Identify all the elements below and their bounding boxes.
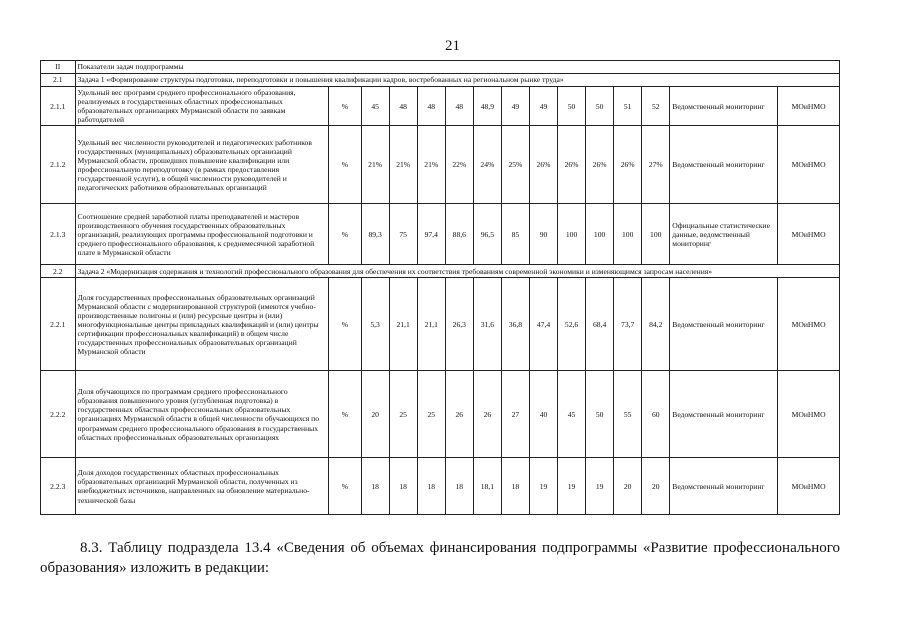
task-row xyxy=(41,265,840,278)
value-cell: 100 xyxy=(558,204,586,265)
value-cell: 19 xyxy=(529,458,557,515)
value-cell: 22% xyxy=(445,126,473,204)
responsible-cell: МОиНМО xyxy=(778,278,840,371)
value-cell: 97,4 xyxy=(417,204,445,265)
task-number: 2.1 xyxy=(41,74,76,87)
value-cell: 26 xyxy=(445,371,473,458)
value-cell: 52 xyxy=(642,87,670,126)
unit-cell: % xyxy=(329,371,361,458)
task-row xyxy=(41,74,840,87)
indicator-row xyxy=(41,458,840,515)
value-cell: 50 xyxy=(586,371,614,458)
value-cell: 100 xyxy=(614,204,642,265)
indicator-name: Доля доходов государственных областных профессиональных образовательных организаций Мурманской области, полученных из внебюджетных источников, направленных на обновление материально-технической базы xyxy=(75,458,329,515)
value-cell: 26,3 xyxy=(445,278,473,371)
value-cell: 18 xyxy=(389,458,417,515)
value-cell: 19 xyxy=(586,458,614,515)
indicator-number: 2.1.1 xyxy=(41,87,76,126)
value-cell: 89,3 xyxy=(361,204,389,265)
value-cell: 24% xyxy=(473,126,501,204)
responsible-cell: МОиНМО xyxy=(778,204,840,265)
value-cell: 27 xyxy=(501,371,529,458)
value-cell: 18 xyxy=(445,458,473,515)
value-cell: 21% xyxy=(361,126,389,204)
unit-cell: % xyxy=(329,204,361,265)
unit-cell: % xyxy=(329,87,361,126)
indicator-name: Доля государственных профессиональных образовательных организаций Мурманской области с модернизированной структурой (имеются учебно-производственные полигоны и (или) ресурсные центры и (или) многофункциональные центры прикладных квалификаций и (или) центры сертификации профессиональных квалификаций) в общем числе государственных профессиональных образовательных организаций Мурманской области xyxy=(75,278,329,371)
value-cell: 88,6 xyxy=(445,204,473,265)
task-title: Задача 1 «Формирование структуры подготовки, переподготовки и повышения квалификации кадров, востребованных на региональном рынке труда» xyxy=(75,74,839,87)
task-title: Задача 2 «Модернизация содержания и технологий профессионального образования для обеспечения их соответствия требованиям современной экономики и изменяющимся запросам населения» xyxy=(75,265,839,278)
source-cell: Ведомственный мониторинг xyxy=(670,371,778,458)
value-cell: 73,7 xyxy=(614,278,642,371)
indicator-row xyxy=(41,278,840,371)
page-number: 21 xyxy=(445,38,460,54)
indicators-table xyxy=(40,60,840,515)
source-cell: Ведомственный мониторинг xyxy=(670,458,778,515)
indicator-name: Удельный вес численности руководителей и педагогических работников государственных (муниципальных) образовательных организаций Мурманской области, прошедших повышение квалификации или профессиональную переподготовку (в рамках предоставления государственной услуги), в общей численности руководителей и педагогических работников образовательных организаций xyxy=(75,126,329,204)
value-cell: 31,6 xyxy=(473,278,501,371)
source-cell: Ведомственный мониторинг xyxy=(670,87,778,126)
value-cell: 68,4 xyxy=(586,278,614,371)
value-cell: 50 xyxy=(558,87,586,126)
value-cell: 21,1 xyxy=(389,278,417,371)
value-cell: 60 xyxy=(642,371,670,458)
value-cell: 20 xyxy=(614,458,642,515)
indicator-number: 2.1.2 xyxy=(41,126,76,204)
value-cell: 20 xyxy=(642,458,670,515)
value-cell: 47,4 xyxy=(529,278,557,371)
indicator-number: 2.2.3 xyxy=(41,458,76,515)
section-title: Показатели задач подпрограммы xyxy=(75,61,839,74)
unit-cell: % xyxy=(329,126,361,204)
source-cell: Ведомственный мониторинг xyxy=(670,126,778,204)
value-cell: 49 xyxy=(529,87,557,126)
source-cell: Ведомственный мониторинг xyxy=(670,278,778,371)
value-cell: 45 xyxy=(558,371,586,458)
value-cell: 26% xyxy=(586,126,614,204)
value-cell: 26 xyxy=(473,371,501,458)
unit-cell: % xyxy=(329,278,361,371)
value-cell: 45 xyxy=(361,87,389,126)
value-cell: 21,1 xyxy=(417,278,445,371)
value-cell: 40 xyxy=(529,371,557,458)
value-cell: 48 xyxy=(417,87,445,126)
value-cell: 21% xyxy=(417,126,445,204)
indicator-number: 2.2.1 xyxy=(41,278,76,371)
section-number: II xyxy=(41,61,76,74)
value-cell: 49 xyxy=(501,87,529,126)
value-cell: 48,9 xyxy=(473,87,501,126)
value-cell: 18 xyxy=(417,458,445,515)
value-cell: 18 xyxy=(361,458,389,515)
value-cell: 100 xyxy=(586,204,614,265)
value-cell: 26% xyxy=(558,126,586,204)
indicator-name: Соотношение средней заработной платы преподавателей и мастеров производственного обучения государственных образовательных организаций, реализующих программы профессиональной подготовки и среднего профессионального образования, к среднемесячной заработной плате в Мурманской области xyxy=(75,204,329,265)
value-cell: 52,6 xyxy=(558,278,586,371)
value-cell: 90 xyxy=(529,204,557,265)
value-cell: 18,1 xyxy=(473,458,501,515)
value-cell: 20 xyxy=(361,371,389,458)
unit-cell: % xyxy=(329,458,361,515)
indicator-row xyxy=(41,204,840,265)
indicator-row xyxy=(41,87,840,126)
value-cell: 36,8 xyxy=(501,278,529,371)
value-cell: 18 xyxy=(501,458,529,515)
value-cell: 100 xyxy=(642,204,670,265)
value-cell: 51 xyxy=(614,87,642,126)
amendment-paragraph: 8.3. Таблицу подраздела 13.4 «Сведения об объемах финансирования подпрограммы «Развитие профессионального образования» изложить в редакции: xyxy=(40,540,840,576)
indicator-name: Удельный вес программ среднего профессионального образования, реализуемых в государственных областных профессиональных образовательных организациях Мурманской области по заявкам работодателей xyxy=(75,87,329,126)
value-cell: 5,3 xyxy=(361,278,389,371)
value-cell: 26% xyxy=(529,126,557,204)
indicator-number: 2.2.2 xyxy=(41,371,76,458)
task-number: 2.2 xyxy=(41,265,76,278)
value-cell: 50 xyxy=(586,87,614,126)
indicator-name: Доля обучающихся по программам среднего профессионального образования повышенного уровня (углубленная подготовка) в государственных областных профессиональных образовательных организациях Мурманской области в общей численности обучающихся по программам среднего профессионального образования в государственных областных профессиональных образовательных организациях xyxy=(75,371,329,458)
section-row xyxy=(41,61,840,74)
responsible-cell: МОиНМО xyxy=(778,87,840,126)
responsible-cell: МОиНМО xyxy=(778,371,840,458)
value-cell: 48 xyxy=(445,87,473,126)
value-cell: 19 xyxy=(558,458,586,515)
indicator-row xyxy=(41,371,840,458)
value-cell: 25 xyxy=(417,371,445,458)
value-cell: 96,5 xyxy=(473,204,501,265)
value-cell: 21% xyxy=(389,126,417,204)
value-cell: 27% xyxy=(642,126,670,204)
value-cell: 26% xyxy=(614,126,642,204)
value-cell: 48 xyxy=(389,87,417,126)
responsible-cell: МОиНМО xyxy=(778,126,840,204)
responsible-cell: МОиНМО xyxy=(778,458,840,515)
source-cell: Официальные статистические данные, ведомственный мониторинг xyxy=(670,204,778,265)
value-cell: 75 xyxy=(389,204,417,265)
indicator-row xyxy=(41,126,840,204)
value-cell: 25% xyxy=(501,126,529,204)
value-cell: 84,2 xyxy=(642,278,670,371)
indicator-number: 2.1.3 xyxy=(41,204,76,265)
value-cell: 85 xyxy=(501,204,529,265)
value-cell: 55 xyxy=(614,371,642,458)
value-cell: 25 xyxy=(389,371,417,458)
